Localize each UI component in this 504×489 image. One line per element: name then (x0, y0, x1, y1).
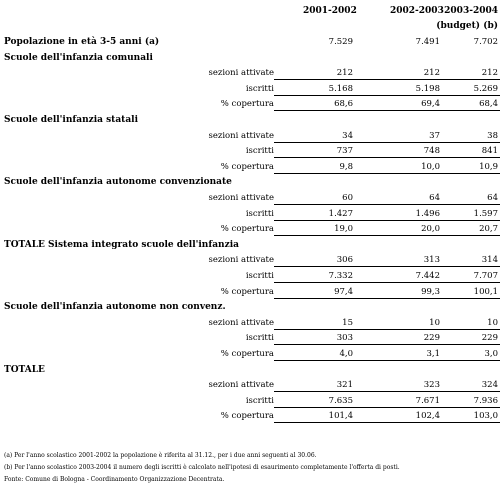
row-label: % copertura (220, 411, 274, 421)
table-cell: 7.707 (473, 271, 498, 281)
table-cell: 68,6 (334, 99, 353, 109)
row-divider (274, 266, 500, 267)
table-cell: 7.936 (473, 396, 498, 406)
row-label: sezioni attivate (208, 193, 274, 203)
table-cell: 841 (481, 146, 498, 156)
table-cell: 10,9 (479, 162, 498, 172)
table-cell: 15 (342, 318, 353, 328)
section-title: Scuole dell'infanzia comunali (4, 53, 153, 63)
row-divider (274, 142, 500, 143)
table-cell: 229 (423, 333, 440, 343)
table-cell: 7.635 (328, 396, 353, 406)
table-cell: 102,4 (415, 411, 440, 421)
table-cell: 1.496 (415, 209, 440, 219)
row-divider (274, 220, 500, 221)
row-divider (274, 391, 500, 392)
table-cell: 314 (481, 255, 498, 265)
table-cell: 34 (342, 131, 353, 141)
table-cell: 20,0 (421, 224, 440, 234)
table-cell: 100,1 (473, 287, 498, 297)
footnote: (b) Per l'anno scolastico 2003-2004 il numero degli iscritti è calcolato nell'ipotesi di esaurimento completamente l'offerta di posti. (4, 464, 400, 471)
row-divider (274, 173, 500, 174)
row-divider (274, 235, 500, 236)
row-label: % copertura (220, 349, 274, 359)
row-divider (274, 298, 500, 299)
section-title: Popolazione in età 3-5 anni (a) (4, 37, 160, 47)
table-cell: 7.332 (328, 271, 353, 281)
row-divider (274, 422, 500, 423)
table-cell: 5.198 (415, 84, 440, 94)
table-cell: 37 (429, 131, 440, 141)
row-divider (274, 344, 500, 345)
table-cell: 20,7 (479, 224, 498, 234)
table-cell: 101,4 (328, 411, 353, 421)
row-label: iscritti (245, 396, 274, 406)
table-cell: 7.671 (415, 396, 440, 406)
row-label: iscritti (245, 209, 274, 219)
section-title: TOTALE (4, 365, 45, 375)
table-cell: 306 (336, 255, 353, 265)
row-divider (274, 79, 500, 80)
header-col-budget: (budget) (b) (436, 21, 498, 31)
table-cell: 5.168 (328, 84, 353, 94)
row-label: sezioni attivate (208, 131, 274, 141)
table-cell: 103,0 (473, 411, 498, 421)
table-cell: 19,0 (334, 224, 353, 234)
section-title: Scuole dell'infanzia statali (4, 115, 139, 125)
header-col-2001-2002: 2001-2002 (303, 6, 357, 16)
table-cell: 737 (336, 146, 353, 156)
table-cell: 212 (481, 68, 498, 78)
table-cell: 68,4 (479, 99, 498, 109)
table-cell: 7.442 (415, 271, 440, 281)
table-cell: 303 (336, 333, 353, 343)
row-label: iscritti (245, 271, 274, 281)
table-cell: 4,0 (339, 349, 353, 359)
section-title: Scuole dell'infanzia autonome convenzionate (4, 177, 232, 187)
table-cell: 64 (429, 193, 440, 203)
table-cell: 1.597 (473, 209, 498, 219)
table-cell: 10 (487, 318, 498, 328)
table-cell: 324 (481, 380, 498, 390)
row-label: sezioni attivate (208, 318, 274, 328)
row-label: iscritti (245, 146, 274, 156)
row-divider (274, 157, 500, 158)
table-cell: 97,4 (334, 287, 353, 297)
table-cell: 9,8 (339, 162, 353, 172)
section-title: TOTALE Sistema integrato scuole dell'infanzia (4, 240, 239, 250)
section-title: Scuole dell'infanzia autonome non convenz. (4, 302, 226, 312)
header-col-2003-2004: 2003-2004 (444, 6, 498, 16)
table-cell: 10 (429, 318, 440, 328)
table-cell: 69,4 (421, 99, 440, 109)
row-label: % copertura (220, 99, 274, 109)
footnote: (a) Per l'anno scolastico 2001-2002 la popolazione è riferita al 31.12., per i due anni seguenti al 30.06. (4, 452, 317, 459)
table-cell: 323 (423, 380, 440, 390)
table-cell: 10,0 (421, 162, 440, 172)
row-label: % copertura (220, 224, 274, 234)
row-label: % copertura (220, 162, 274, 172)
footnote: Fonte: Comune di Bologna - Coordinamento Organizzazione Decentrata. (4, 476, 225, 483)
table-cell: 5.269 (473, 84, 498, 94)
row-divider (274, 110, 500, 111)
table-cell: 212 (423, 68, 440, 78)
table-cell: 7.529 (328, 37, 353, 47)
table-cell: 38 (487, 131, 498, 141)
row-divider (274, 204, 500, 205)
row-label: iscritti (245, 84, 274, 94)
table-cell: 99,3 (421, 287, 440, 297)
table-cell: 1.427 (328, 209, 353, 219)
table-cell: 748 (423, 146, 440, 156)
row-divider (274, 329, 500, 330)
row-divider (274, 282, 500, 283)
row-label: % copertura (220, 287, 274, 297)
table-cell: 321 (336, 380, 353, 390)
row-divider (274, 360, 500, 361)
table-cell: 60 (342, 193, 353, 203)
table-cell: 7.702 (473, 37, 498, 47)
row-label: iscritti (245, 333, 274, 343)
table-cell: 7.491 (415, 37, 440, 47)
table-cell: 229 (481, 333, 498, 343)
row-divider (274, 95, 500, 96)
row-label: sezioni attivate (208, 255, 274, 265)
table-cell: 64 (487, 193, 498, 203)
table-cell: 3,0 (484, 349, 498, 359)
row-label: sezioni attivate (208, 68, 274, 78)
row-divider (274, 407, 500, 408)
table-cell: 3,1 (426, 349, 440, 359)
row-label: sezioni attivate (208, 380, 274, 390)
table-cell: 313 (423, 255, 440, 265)
header-col-2002-2003: 2002-2003 (390, 6, 444, 16)
table-cell: 212 (336, 68, 353, 78)
